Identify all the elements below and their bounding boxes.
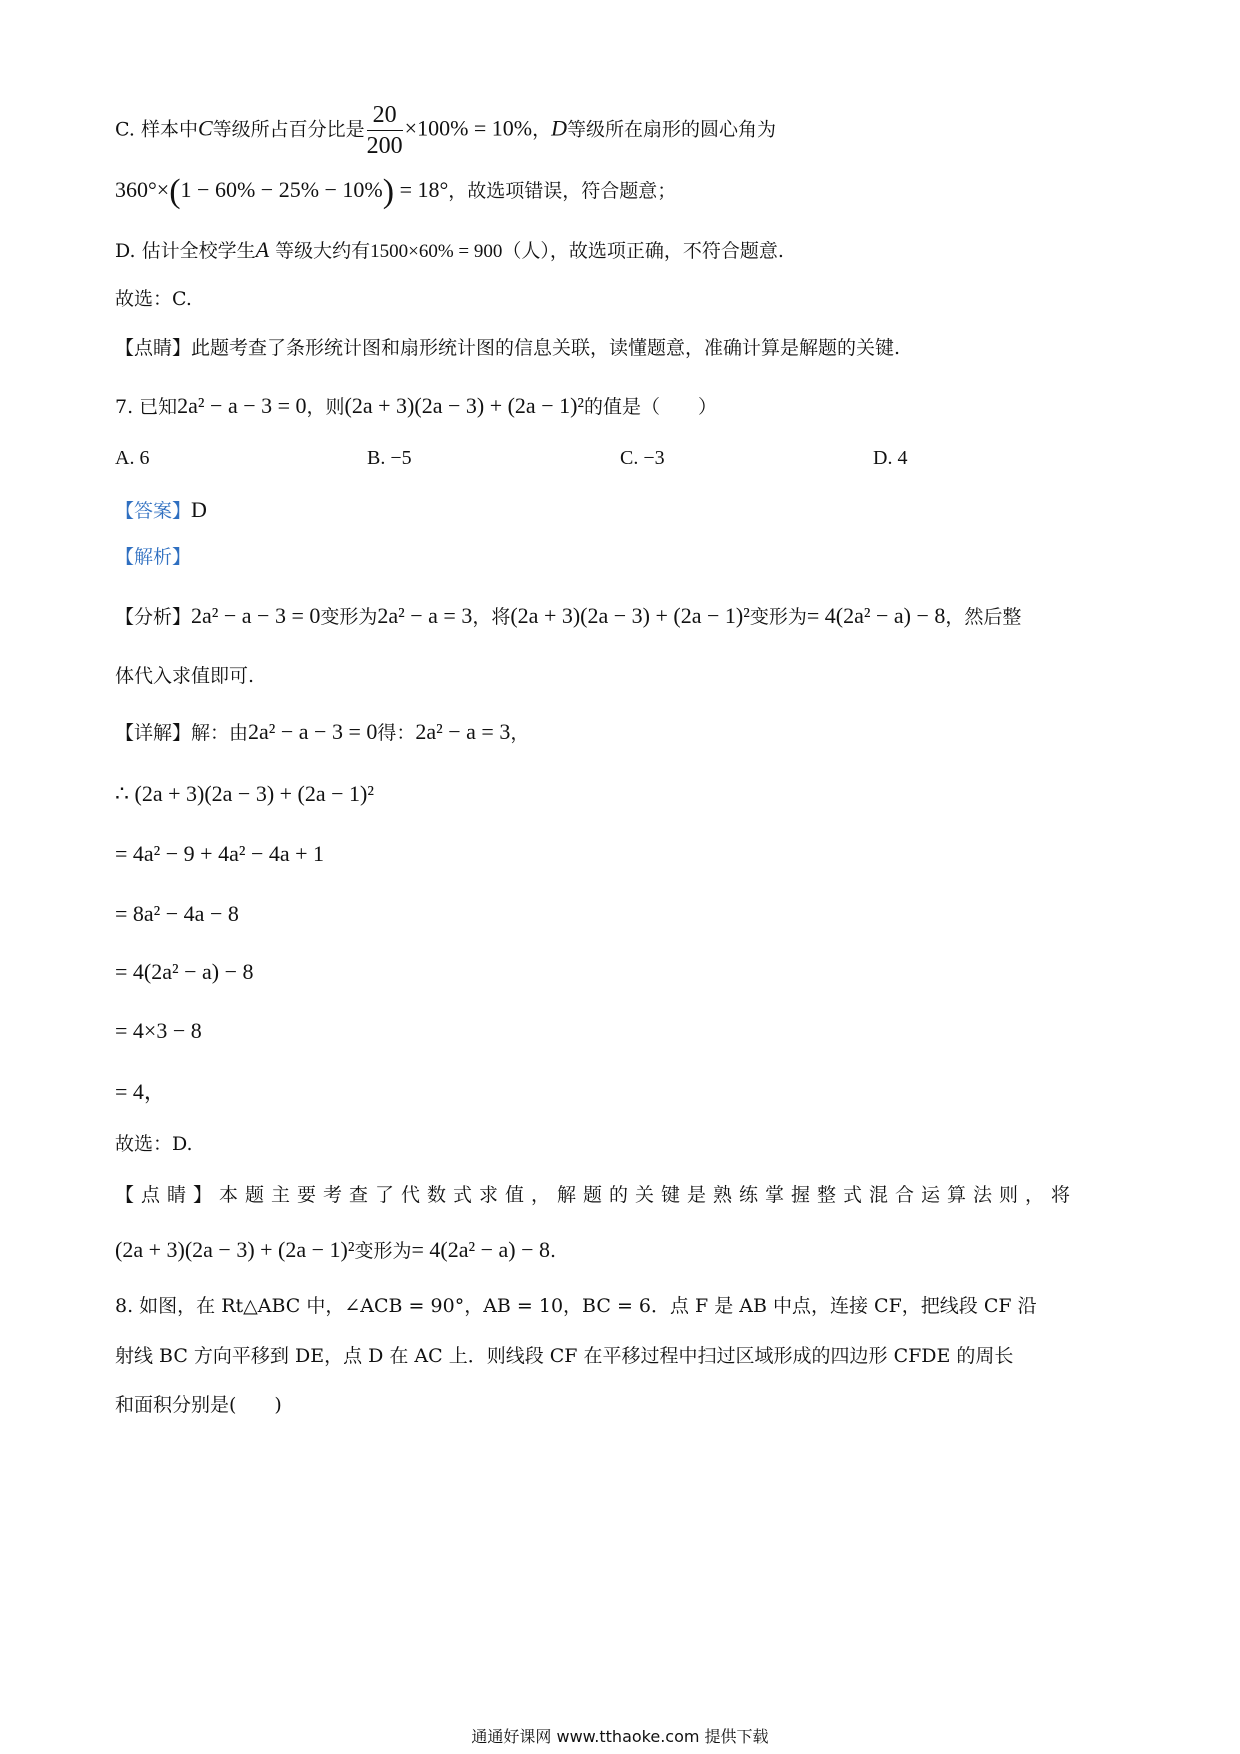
answer-value: D bbox=[191, 497, 207, 522]
fenxi-text1: 变形为 bbox=[320, 606, 378, 628]
note-text: 变形为 bbox=[354, 1240, 412, 1262]
fraction bbox=[367, 100, 403, 161]
var-a: A bbox=[255, 237, 270, 262]
fenxi-expr2: 2a² − a = 3 bbox=[377, 603, 473, 628]
option-c-text1: 等级所占百分比是 bbox=[212, 118, 365, 141]
paren-open: ( bbox=[169, 173, 181, 210]
fenxi-text4: ，然后整 bbox=[945, 606, 1022, 628]
fenxi-text3: 变形为 bbox=[749, 606, 807, 628]
note-end: . bbox=[550, 1240, 557, 1262]
angle-lead: 360°× bbox=[115, 177, 170, 202]
note-expr2: = 4(2a² − a) − 8 bbox=[411, 1237, 550, 1262]
option-c-line-2 bbox=[115, 173, 677, 210]
question-7 bbox=[115, 392, 717, 421]
fraction-numerator: 20 bbox=[367, 100, 403, 131]
q7-expr2: (2a + 3)(2a − 3) + (2a − 1)² bbox=[344, 393, 585, 418]
xiangjie-expr2: 2a² − a = 3 bbox=[415, 719, 511, 744]
q8-line-2: 射线 BC 方向平移到 DE，点 D 在 AC 上．则线段 CF 在平移过程中扫过区域形成的四边形 CFDE 的周长 bbox=[115, 1345, 1014, 1367]
note-7-line-2 bbox=[115, 1236, 556, 1265]
option-d-line bbox=[115, 236, 784, 266]
step-4: = 4(2a² − a) − 8 bbox=[115, 959, 254, 984]
option-c-percent: ×100% = 10% bbox=[404, 115, 533, 141]
paren-close: ) bbox=[382, 173, 395, 210]
option-d-label: D. 估计全校学生 bbox=[115, 240, 256, 262]
option-c-text2: 等级所在扇形的圆心角为 bbox=[567, 118, 777, 141]
angle-tail: ，故选项错误，符合题意； bbox=[448, 180, 677, 202]
step-3: = 8a² − 4a − 8 bbox=[115, 901, 239, 926]
analysis-tag: 【解析】 bbox=[115, 546, 192, 568]
footer: 通通好课网 www.tthaoke.com 提供下载 bbox=[471, 1727, 769, 1746]
fenxi-expr3: (2a + 3)(2a − 3) + (2a − 1)² bbox=[510, 603, 750, 628]
choose-7: 故选：D. bbox=[115, 1133, 193, 1155]
q8-line-3: 和面积分别是( ) bbox=[115, 1394, 282, 1416]
xiangjie-line bbox=[115, 718, 529, 747]
var-d: D bbox=[551, 115, 568, 141]
fraction-denominator: 200 bbox=[366, 133, 403, 159]
xiangjie-mid: 得： bbox=[377, 722, 416, 744]
fenxi-expr1: 2a² − a − 3 = 0 bbox=[191, 603, 321, 628]
q7-option-a: A. 6 bbox=[115, 447, 150, 469]
fenxi-line-2: 体代入求值即可. bbox=[115, 665, 255, 687]
option-d-calc: 1500×60% = 900 bbox=[370, 241, 503, 262]
fenxi-text2: ，将 bbox=[472, 606, 511, 628]
q7-option-b: B. −5 bbox=[367, 447, 412, 469]
note-6: 【点睛】此题考查了条形统计图和扇形统计图的信息关联，读懂题意，准确计算是解题的关键. bbox=[115, 337, 901, 359]
q7-option-c: C. −3 bbox=[620, 447, 665, 469]
step-5: = 4×3 − 8 bbox=[115, 1018, 202, 1043]
q7-mid: ，则 bbox=[306, 396, 345, 418]
step-6: = 4， bbox=[115, 1079, 166, 1104]
q7-option-d: D. 4 bbox=[873, 447, 908, 469]
option-c-line-1 bbox=[115, 100, 776, 161]
note-expr1: (2a + 3)(2a − 3) + (2a − 1)² bbox=[115, 1237, 355, 1262]
option-d-text1: 等级大约有 bbox=[269, 240, 371, 262]
q7-prefix: 7. 已知 bbox=[115, 396, 178, 418]
xiangjie-tag: 【详解】解：由 bbox=[115, 722, 249, 744]
fenxi-line-1 bbox=[115, 602, 1021, 631]
answer-tag: 【答案】 bbox=[115, 500, 192, 522]
xiangjie-expr1: 2a² − a − 3 = 0 bbox=[248, 719, 378, 744]
angle-result: = 18° bbox=[394, 177, 449, 202]
q8-line-1: 8. 如图，在 Rt△ABC 中，∠ACB = 90°，AB = 10，BC = 6．点 F 是 AB 中点，连接 CF，把线段 CF 沿 bbox=[115, 1295, 1037, 1317]
option-c-label: C. 样本中 bbox=[115, 118, 198, 141]
xiangjie-comma: ， bbox=[510, 722, 530, 744]
var-c: C bbox=[197, 115, 213, 141]
fenxi-expr4: = 4(2a² − a) − 8 bbox=[806, 603, 946, 628]
option-d-text2: （人），故选项正确，不符合题意. bbox=[502, 240, 784, 262]
step-2: = 4a² − 9 + 4a² − 4a + 1 bbox=[115, 841, 325, 866]
choose-6: 故选：C. bbox=[115, 288, 192, 310]
note-7-line-1: 【点睛】本题主要考查了代数式求值，解题的关键是熟练掌握整式混合运算法则，将 bbox=[115, 1184, 1078, 1206]
q7-suffix: 的值是（ ） bbox=[584, 396, 718, 418]
answer-line bbox=[115, 496, 207, 525]
comma: ， bbox=[532, 118, 552, 141]
fenxi-tag: 【分析】 bbox=[115, 606, 192, 628]
q7-expr1: 2a² − a − 3 = 0 bbox=[177, 393, 307, 418]
step-1: ∴ (2a + 3)(2a − 3) + (2a − 1)² bbox=[115, 781, 374, 806]
angle-body: 1 − 60% − 25% − 10% bbox=[180, 177, 383, 202]
